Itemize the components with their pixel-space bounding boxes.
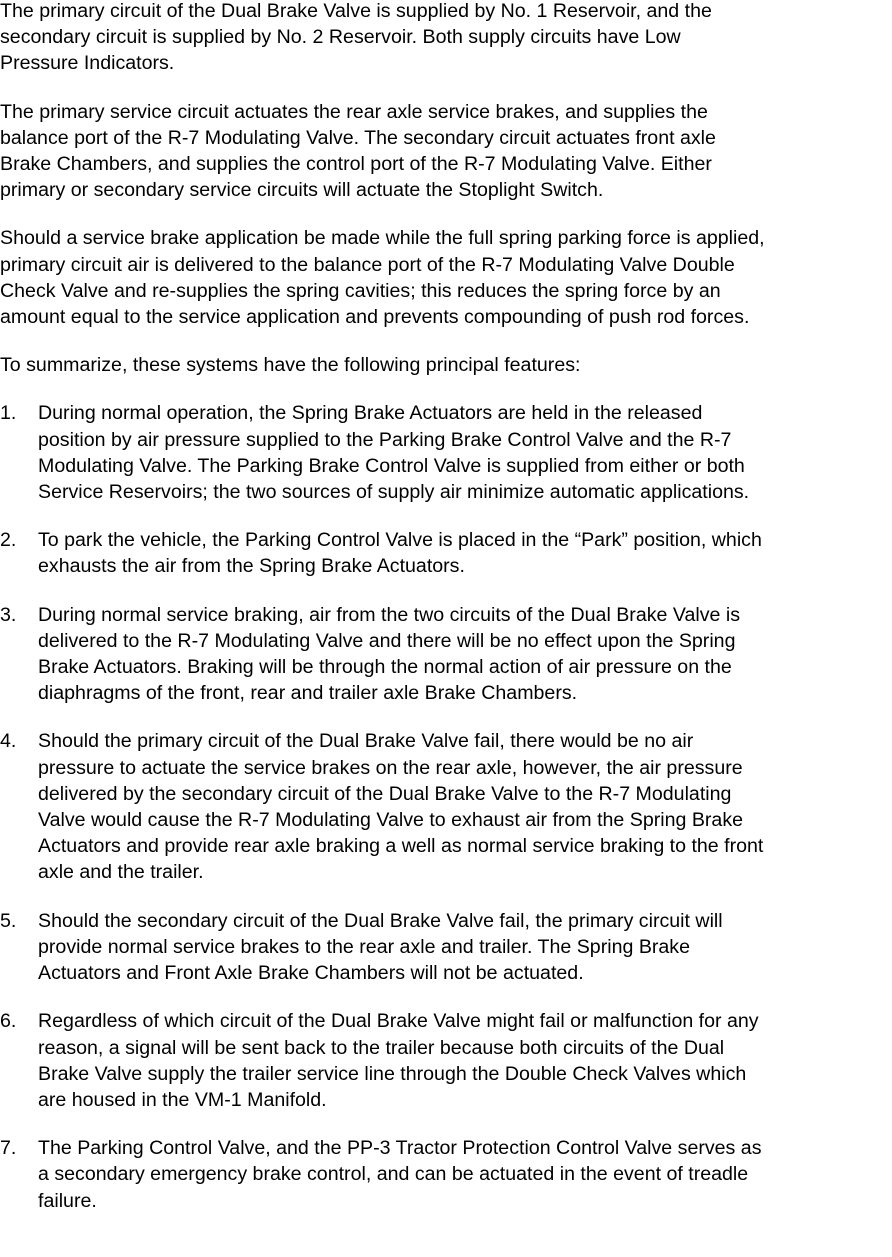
text-line: exhausts the air from the Spring Brake Actuators. xyxy=(38,555,465,578)
text-line: To park the vehicle, the Parking Control Valve is placed in the “Park” position, which xyxy=(38,529,762,552)
text-line: primary or secondary service circuits will actuate the Stoplight Switch. xyxy=(0,179,604,202)
list-item-1 xyxy=(0,400,892,505)
text-line: The Parking Control Valve, and the PP-3 Tractor Protection Control Valve serves as xyxy=(38,1137,762,1160)
list-number: 6. xyxy=(0,1010,17,1033)
text-line: The primary circuit of the Dual Brake Valve is supplied by No. 1 Reservoir, and the xyxy=(0,0,712,22)
text-line: provide normal service brakes to the rear axle and trailer. The Spring Brake xyxy=(38,935,690,958)
text-line: delivered by the secondary circuit of the Dual Brake Valve to the R-7 Modulating xyxy=(38,782,732,805)
list-item-2 xyxy=(0,527,892,579)
text-line: diaphragms of the front, rear and trailer axle Brake Chambers. xyxy=(38,682,578,705)
text-line: delivered to the R-7 Modulating Valve and there will be no effect upon the Spring xyxy=(38,629,736,652)
list-number: 2. xyxy=(0,529,17,552)
text-line: Service Reservoirs; the two sources of supply air minimize automatic applications. xyxy=(38,481,750,504)
list-item-3 xyxy=(0,602,892,707)
list-item-6 xyxy=(0,1008,892,1113)
list-item-5 xyxy=(0,908,892,987)
text-line: Brake Valve supply the trailer service line through the Double Check Valves which xyxy=(38,1062,747,1085)
list-number: 1. xyxy=(0,402,17,425)
list-item-7 xyxy=(0,1135,892,1214)
paragraph-service-circuits xyxy=(0,99,892,204)
text-line: position by air pressure supplied to the Parking Brake Control Valve and the R-7 xyxy=(38,428,732,451)
text-line: Check Valve and re-supplies the spring cavities; this reduces the spring force by an xyxy=(0,279,721,302)
text-line: primary circuit air is delivered to the balance port of the R-7 Modulating Valve Double xyxy=(0,253,735,276)
text-line: axle and the trailer. xyxy=(38,861,204,884)
text-line: Should a service brake application be made while the full spring parking force is applied, xyxy=(0,227,765,250)
text-line: Should the primary circuit of the Dual Brake Valve fail, there would be no air xyxy=(38,730,694,753)
text-line: Actuators and Front Axle Brake Chambers will not be actuated. xyxy=(38,962,584,985)
text-line: secondary circuit is supplied by No. 2 Reservoir. Both supply circuits have Low xyxy=(0,26,681,49)
list-number: 4. xyxy=(0,730,17,753)
text-line: Valve would cause the R-7 Modulating Valve to exhaust air from the Spring Brake xyxy=(38,809,744,832)
text-line: amount equal to the service application and prevents compounding of push rod forces. xyxy=(0,306,750,329)
paragraph-supply-circuits xyxy=(0,0,892,77)
text-line: Regardless of which circuit of the Dual Brake Valve might fail or malfunction for any xyxy=(38,1010,759,1033)
text-line: a secondary emergency brake control, and can be actuated in the event of treadle xyxy=(38,1163,749,1186)
paragraph-summary-intro xyxy=(0,352,892,378)
text-line: Should the secondary circuit of the Dual Brake Valve fail, the primary circuit will xyxy=(38,909,723,932)
list-number: 3. xyxy=(0,603,17,626)
text-line: pressure to actuate the service brakes on the rear axle, however, the air pressure xyxy=(38,756,743,779)
text-line: Brake Actuators. Braking will be through the normal action of air pressure on the xyxy=(38,656,732,679)
text-line: are housed in the VM-1 Manifold. xyxy=(38,1088,327,1111)
list-number: 7. xyxy=(0,1137,17,1160)
text-line: During normal operation, the Spring Brake Actuators are held in the released xyxy=(38,402,703,425)
text-line: To summarize, these systems have the following principal features: xyxy=(0,354,581,377)
text-line: Actuators and provide rear axle braking a well as normal service braking to the front xyxy=(38,835,764,858)
text-line: During normal service braking, air from the two circuits of the Dual Brake Valve is xyxy=(38,603,741,626)
text-line: failure. xyxy=(38,1189,97,1212)
features-list xyxy=(0,400,892,1213)
paragraph-parking-force xyxy=(0,225,892,330)
list-number: 5. xyxy=(0,909,17,932)
text-line: Brake Chambers, and supplies the control port of the R-7 Modulating Valve. Either xyxy=(0,153,712,176)
text-line: Pressure Indicators. xyxy=(0,52,175,75)
text-line: balance port of the R-7 Modulating Valve. The secondary circuit actuates front axle xyxy=(0,126,716,149)
text-line: Modulating Valve. The Parking Brake Control Valve is supplied from either or both xyxy=(38,454,745,477)
text-line: reason, a signal will be sent back to the trailer because both circuits of the Dual xyxy=(38,1036,725,1059)
list-item-4 xyxy=(0,728,892,885)
text-line: The primary service circuit actuates the rear axle service brakes, and supplies the xyxy=(0,100,708,123)
